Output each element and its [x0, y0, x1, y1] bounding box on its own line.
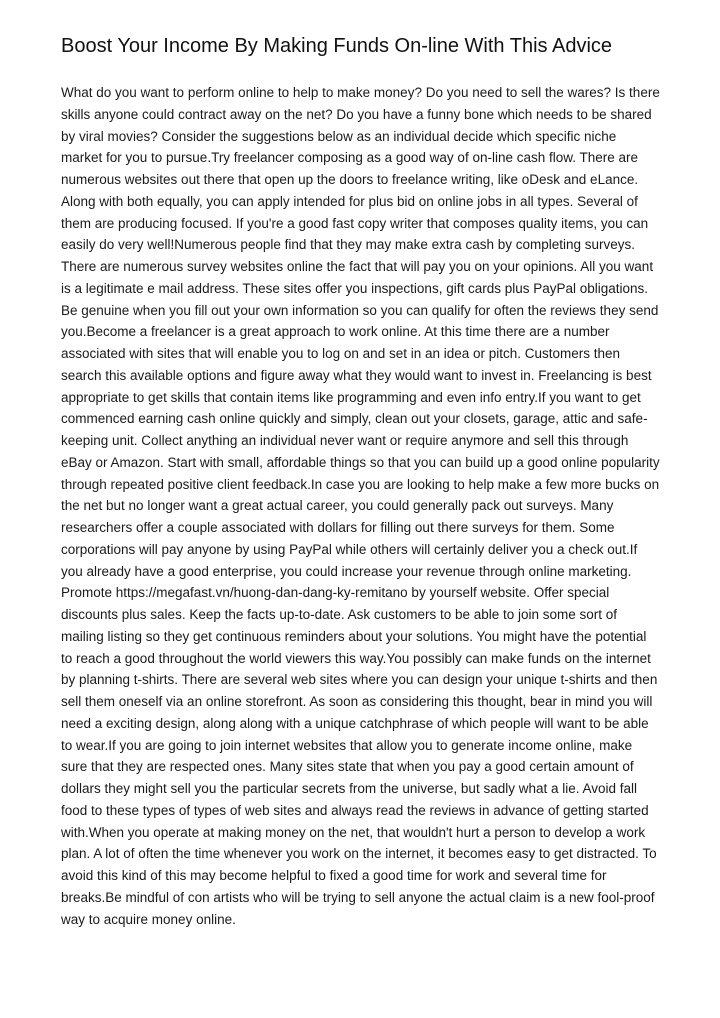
document-page	[61, 0, 661, 930]
document-title: Boost Your Income By Making Funds On-line With This Advice	[61, 35, 613, 57]
document-body: What do you want to perform online to help to make money? Do you need to sell the wares? Is there skills anyone could contract away on the net? Do you have a funny bone which needs to be shared by viral movies? Consider the suggestions below as an individual decide which specific niche market for you to pursue.Try freelancer composing as a good way of on-line cash flow. There are numerous websites out there that open up the doors to freelance writing, like oDesk and eLance. Along with both equally, you can apply intended for plus bid on online jobs in all types. Several of them are producing focused. If you're a good fast copy writer that composes quality items, you can easily do very well!Numerous people find that they may make extra cash by completing surveys. There are numerous survey websites online the fact that will pay you on your opinions. All you want is a legitimate e mail address. These sites offer you inspections, gift cards plus PayPal obligations. Be genuine when you fill out your own information so you can qualify for often the reviews they send you.Become a freelancer is a great approach to work online. At this time there are a number associated with sites that will enable you to log on and set in an idea or pitch. Customers then search this available options and figure away what they would want to invest in. Freelancing is best appropriate to get skills that contain items like programming and even info entry.If you want to get commenced earning cash online quickly and simply, clean out your closets, garage, attic and safe-keeping unit. Collect anything an individual never want or require anymore and sell this through eBay or Amazon. Start with small, affordable things so that you can build up a good online popularity through repeated positive client feedback.In case you are looking to help make a few more bucks on the net but no longer want a great actual career, you could generally pack out surveys. Many researchers offer a couple associated with dollars for filling out there surveys for them. Some corporations will pay anyone by using PayPal while others will certainly deliver you a check out.If you already have a good enterprise, you could increase your revenue through online marketing. Promote https://megafast.vn/huong-dan-dang-ky-remitano by yourself website. Offer special discounts plus sales. Keep the facts up-to-date. Ask customers to be able to join some sort of mailing listing so they get continuous reminders about your solutions. You might have the potential to reach a good throughout the world viewers this way.You possibly can make funds on the internet by planning t-shirts. There are several web sites where you can design your unique t-shirts and then sell them oneself via an online storefront. As soon as considering this thought, bear in mind you will need a exciting design, along along with a unique catchphrase of which people will want to be able to wear.If you are going to join internet websites that allow you to generate income online, make sure that they are respected ones. Many sites state that when you pay a good certain amount of dollars they might sell you the particular secrets from the universe, but sadly what a lie. Avoid fall food to these types of types of web sites and always read the reviews in advance of getting started with.When you operate at making money on the net, that wouldn't hurt a person to develop a work plan. A lot of often the time whenever you work on the internet, it becomes easy to get distracted. To avoid this kind of this may become helpful to fixed a good time for work and several time for breaks.Be mindful of con artists who will be trying to sell anyone the actual claim is a new fool-proof way to acquire money online.	[61, 85, 660, 927]
